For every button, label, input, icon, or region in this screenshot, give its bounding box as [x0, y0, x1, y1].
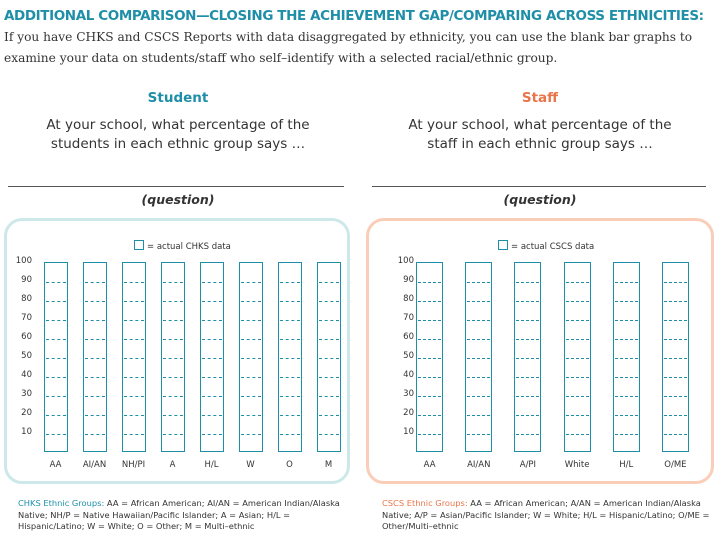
bar-gridline [85, 282, 105, 283]
staff-legend-label: = actual CSCS data [511, 242, 595, 252]
bar-gridline [664, 396, 687, 397]
bar-a-pi[interactable] [514, 262, 541, 452]
student-question-line-2: students in each ethnic group says … [50, 136, 306, 152]
bar-gridline [202, 396, 222, 397]
bar-ai-an[interactable] [465, 262, 492, 452]
bar-gridline [163, 339, 183, 340]
student-legend [134, 240, 231, 252]
bar-gridline [566, 415, 589, 416]
staff-question-line-2: staff in each ethnic group says … [427, 136, 653, 152]
bar-gridline [664, 339, 687, 340]
bar-gridline [418, 282, 441, 283]
bar-gridline [664, 282, 687, 283]
bar-gridline [85, 320, 105, 321]
bar-gridline [241, 415, 261, 416]
bar-gridline [319, 415, 339, 416]
y-tick-label: 60 [403, 332, 414, 342]
x-category-label: A [169, 460, 176, 470]
bar-gridline [566, 301, 589, 302]
bar-gridline [664, 434, 687, 435]
staff-question-label: (question) [503, 192, 577, 207]
bar-gridline [85, 339, 105, 340]
bar-nh-pi[interactable] [122, 262, 146, 452]
bar-gridline [202, 377, 222, 378]
bar-gridline [615, 282, 638, 283]
legend-swatch-icon [498, 240, 508, 250]
bar-gridline [241, 396, 261, 397]
bar-gridline [46, 415, 66, 416]
bar-gridline [163, 301, 183, 302]
student-question-blank[interactable] [8, 186, 344, 187]
bar-gridline [615, 434, 638, 435]
bar-gridline [516, 396, 539, 397]
y-tick-label: 90 [403, 275, 414, 285]
bar-gridline [202, 339, 222, 340]
bar-gridline [46, 320, 66, 321]
bar-gridline [516, 339, 539, 340]
bar-gridline [418, 415, 441, 416]
y-tick-label: 10 [403, 427, 414, 437]
bar-gridline [418, 320, 441, 321]
bar-gridline [280, 320, 300, 321]
student-key-text: AA = African American; AI/AN = American Indian/Alaska Native; NH/P = Native Hawaiian/Pacific Islander; A = Asian; H/L = Hispanic/Latino; W = White; O = Other; M = Multi–ethnic [18, 498, 340, 531]
y-tick-label: 40 [403, 370, 414, 380]
bar-gridline [163, 377, 183, 378]
bar-gridline [280, 396, 300, 397]
bar-gridline [566, 282, 589, 283]
bar-gridline [615, 301, 638, 302]
bar-gridline [280, 415, 300, 416]
bar-gridline [418, 396, 441, 397]
bar-m[interactable] [317, 262, 341, 452]
bar-gridline [664, 358, 687, 359]
bar-gridline [163, 320, 183, 321]
bar-gridline [124, 434, 144, 435]
bar-gridline [418, 339, 441, 340]
bar-gridline [202, 434, 222, 435]
bar-gridline [418, 358, 441, 359]
bar-gridline [46, 339, 66, 340]
bar-gridline [124, 282, 144, 283]
bar-gridline [46, 301, 66, 302]
staff-key-title: CSCS Ethnic Groups: [382, 498, 468, 508]
x-category-label: A/PI [519, 460, 537, 470]
bar-gridline [85, 377, 105, 378]
bar-gridline [241, 301, 261, 302]
student-key-title: CHKS Ethnic Groups: [18, 498, 105, 508]
bar-gridline [566, 320, 589, 321]
staff-question-line-1: At your school, what percentage of the [408, 117, 672, 133]
bar-gridline [85, 358, 105, 359]
bar-gridline [467, 434, 490, 435]
bar-gridline [202, 320, 222, 321]
student-question [8, 116, 348, 154]
bar-gridline [664, 415, 687, 416]
y-tick-label: 30 [403, 389, 414, 399]
x-category-label: O/ME [664, 460, 687, 470]
bar-gridline [418, 301, 441, 302]
bar-gridline [615, 415, 638, 416]
y-tick-label: 80 [403, 294, 414, 304]
bar-gridline [467, 396, 490, 397]
bar-gridline [124, 415, 144, 416]
bar-gridline [615, 339, 638, 340]
student-legend-label: = actual CHKS data [147, 242, 231, 252]
y-tick-label: 40 [21, 370, 32, 380]
bar-gridline [319, 434, 339, 435]
staff-key-text: AA = African American; A/AN = American Indian/Alaska Native; A/P = Asian/Pacific Islander; W = White; H/L = Hispanic/Latino; O/ME = Other/Multi–ethnic [382, 498, 710, 531]
y-tick-label: 10 [21, 427, 32, 437]
bar-gridline [516, 320, 539, 321]
y-tick-label: 100 [15, 256, 32, 266]
bar-gridline [467, 415, 490, 416]
x-category-label: O [286, 460, 293, 470]
bar-gridline [319, 396, 339, 397]
bar-gridline [516, 415, 539, 416]
student-ethnic-key [18, 498, 348, 533]
student-question-line-1: At your school, what percentage of the [46, 117, 310, 133]
bar-aa[interactable] [44, 262, 68, 452]
bar-gridline [516, 358, 539, 359]
bar-o-me[interactable] [662, 262, 689, 452]
bar-h-l[interactable] [200, 262, 224, 452]
bar-gridline [467, 358, 490, 359]
bar-gridline [566, 396, 589, 397]
bar-gridline [467, 339, 490, 340]
staff-header [370, 90, 710, 154]
bar-gridline [85, 396, 105, 397]
x-category-label: White [564, 460, 590, 470]
bar-gridline [85, 434, 105, 435]
bar-gridline [319, 301, 339, 302]
y-tick-label: 80 [21, 294, 32, 304]
bar-gridline [241, 339, 261, 340]
bar-gridline [280, 434, 300, 435]
bar-gridline [280, 358, 300, 359]
bar-gridline [124, 358, 144, 359]
bar-gridline [516, 434, 539, 435]
bar-gridline [163, 415, 183, 416]
intro-paragraph [4, 6, 716, 69]
bar-gridline [319, 339, 339, 340]
bar-gridline [46, 282, 66, 283]
x-category-label: AA [423, 460, 436, 470]
bar-gridline [124, 396, 144, 397]
x-category-label: W [246, 460, 255, 470]
bar-gridline [615, 377, 638, 378]
bar-gridline [566, 377, 589, 378]
y-tick-label: 70 [21, 313, 32, 323]
y-tick-label: 20 [403, 408, 414, 418]
bar-gridline [664, 301, 687, 302]
staff-question-blank[interactable] [372, 186, 706, 187]
y-tick-label: 90 [21, 275, 32, 285]
bar-gridline [202, 301, 222, 302]
y-tick-label: 60 [21, 332, 32, 342]
bar-gridline [163, 358, 183, 359]
bar-gridline [664, 320, 687, 321]
bar-gridline [163, 282, 183, 283]
y-tick-label: 30 [21, 389, 32, 399]
bar-gridline [467, 282, 490, 283]
bar-gridline [124, 339, 144, 340]
bar-gridline [516, 377, 539, 378]
bar-gridline [280, 377, 300, 378]
bar-gridline [615, 320, 638, 321]
bar-gridline [202, 415, 222, 416]
bar-gridline [163, 396, 183, 397]
bar-gridline [516, 301, 539, 302]
student-question-label: (question) [141, 192, 215, 207]
bar-gridline [664, 377, 687, 378]
bar-gridline [241, 358, 261, 359]
y-tick-label: 50 [21, 351, 32, 361]
staff-question [370, 116, 710, 154]
x-category-label: AA [49, 460, 62, 470]
bar-gridline [124, 320, 144, 321]
y-tick-label: 50 [403, 351, 414, 361]
x-category-label: AI/AN [82, 460, 107, 470]
bar-gridline [46, 358, 66, 359]
bar-a[interactable] [161, 262, 185, 452]
bar-gridline [124, 301, 144, 302]
bar-gridline [280, 282, 300, 283]
legend-swatch-icon [134, 240, 144, 250]
bar-gridline [516, 282, 539, 283]
staff-ethnic-key [382, 498, 712, 533]
bar-gridline [566, 434, 589, 435]
y-tick-label: 20 [21, 408, 32, 418]
x-category-label: AI/AN [467, 460, 491, 470]
bar-gridline [124, 377, 144, 378]
bar-gridline [85, 415, 105, 416]
y-tick-label: 100 [397, 256, 414, 266]
bar-gridline [85, 301, 105, 302]
bar-gridline [241, 320, 261, 321]
bar-gridline [46, 434, 66, 435]
x-category-label: H/L [204, 460, 219, 470]
x-category-label: NH/PI [121, 460, 146, 470]
bar-gridline [163, 434, 183, 435]
bar-gridline [566, 358, 589, 359]
bar-o[interactable] [278, 262, 302, 452]
bar-gridline [615, 358, 638, 359]
bar-gridline [467, 320, 490, 321]
bar-gridline [46, 396, 66, 397]
bar-gridline [280, 339, 300, 340]
bar-w[interactable] [239, 262, 263, 452]
staff-heading: Staff [521, 90, 559, 106]
x-category-label: H/L [619, 460, 634, 470]
intro-lead: ADDITIONAL COMPARISON—CLOSING THE ACHIEVEMENT GAP/COMPARING ACROSS ETHNICITIES: [4, 8, 704, 24]
bar-aa[interactable] [416, 262, 443, 452]
bar-gridline [319, 282, 339, 283]
bar-gridline [418, 377, 441, 378]
student-header [8, 90, 348, 154]
student-heading: Student [147, 90, 209, 106]
bar-gridline [319, 358, 339, 359]
bar-gridline [241, 377, 261, 378]
bar-gridline [241, 434, 261, 435]
staff-legend [498, 240, 594, 252]
bar-gridline [319, 377, 339, 378]
bar-gridline [280, 301, 300, 302]
bar-gridline [615, 396, 638, 397]
bar-gridline [418, 434, 441, 435]
bar-h-l[interactable] [613, 262, 640, 452]
bar-gridline [467, 377, 490, 378]
intro-body: If you have CHKS and CSCS Reports with data disaggregated by ethnicity, you can use the blank bar graphs to examine your data on students/staff who self–identify with a selected racial/ethnic group. [4, 30, 693, 65]
bar-white[interactable] [564, 262, 591, 452]
bar-gridline [241, 282, 261, 283]
bar-gridline [566, 339, 589, 340]
y-tick-label: 70 [403, 313, 414, 323]
bar-gridline [202, 358, 222, 359]
x-category-label: M [324, 460, 333, 470]
bar-gridline [202, 282, 222, 283]
bar-gridline [319, 320, 339, 321]
bar-ai-an[interactable] [83, 262, 107, 452]
bar-gridline [46, 377, 66, 378]
bar-gridline [467, 301, 490, 302]
